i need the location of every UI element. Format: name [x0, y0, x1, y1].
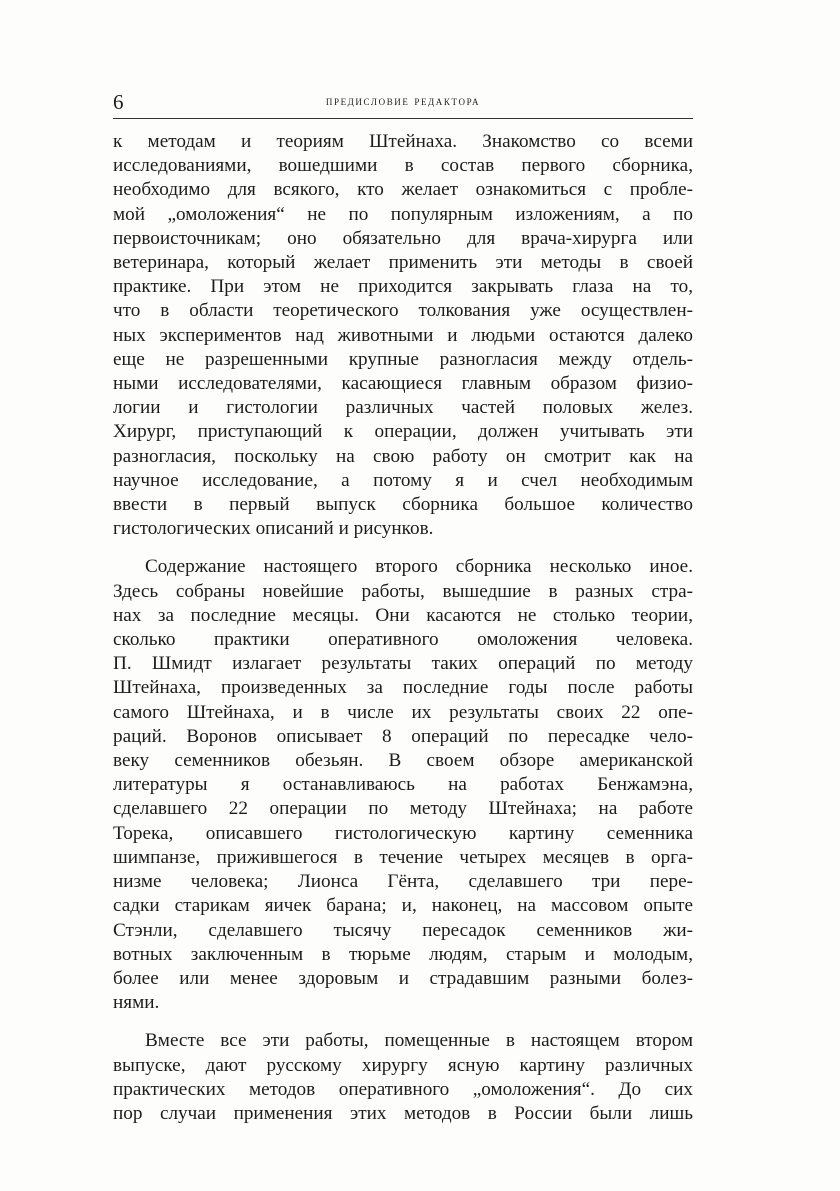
text-line: исследованиями, вошедшими в состав первого сборника,: [113, 155, 693, 177]
text-line: более или менее здоровым и страдавшим разными болез-: [113, 967, 693, 989]
paragraph-continuation: [113, 130, 693, 541]
text-line: нах за последние месяцы. Они касаются не столько теории,: [113, 604, 693, 626]
text-line: практических методов оперативного „омоложения“. До сих: [113, 1078, 693, 1100]
text-line: практике. При этом не приходится закрывать глаза на то,: [113, 276, 693, 298]
text-line: ветеринара, который желает применить эти методы в своей: [113, 252, 693, 274]
text-line: Хирург, приступающий к операции, должен учитывать эти: [113, 421, 693, 443]
paragraph-second-collection: [113, 555, 693, 1015]
text-line: литературы я останавливаюсь на работах Бенжамэна,: [113, 774, 693, 796]
text-line: мой „омоложения“ не по популярным изложениям, а по: [113, 203, 693, 225]
text-line: необходимо для всякого, кто желает ознакомиться с пробле-: [113, 179, 693, 201]
paragraph-summary: [113, 1029, 693, 1126]
text-line: еще не разрешенными крупные разногласия между отдель-: [113, 348, 693, 370]
text-line: садки старикам яичек барана; и, наконец, на массовом опыте: [113, 895, 693, 917]
text-line: к методам и теориям Штейнаха. Знакомство со всеми: [113, 131, 693, 152]
page-header: [113, 90, 693, 119]
text-line: П. Шмидт излагает результаты таких операций по методу: [113, 653, 693, 675]
text-line: пор случаи применения этих методов в России были лишь: [113, 1102, 693, 1124]
text-line: сделавшего 22 операции по методу Штейнаха; на работе: [113, 798, 693, 820]
text-line: ных экспериментов над животными и людьми остаются далеко: [113, 324, 693, 346]
page-number: 6: [113, 90, 124, 114]
text-line: вотных заключенным в тюрьме людям, старым и молодым,: [113, 943, 693, 965]
text-line: логии и гистологии различных частей половых желез.: [113, 397, 693, 419]
text-line: самого Штейнаха, и в числе их результаты своих 22 опе-: [113, 701, 693, 723]
text-line: нями.: [113, 992, 160, 1014]
text-line: научное исследование, а потому я и счел необходимым: [113, 469, 693, 491]
text-line: первоисточникам; оно обязательно для врача-хирурга или: [113, 227, 693, 249]
text-line: ными исследователями, касающиеся главным образом физио-: [113, 373, 693, 395]
text-line: Содержание настоящего второго сборника несколько иное.: [145, 556, 693, 578]
text-line: разногласия, поскольку на свою работу он смотрит как на: [113, 445, 693, 467]
text-line: выпуске, дают русскому хирургу ясную картину различных: [113, 1054, 693, 1076]
text-line: Вместе все эти работы, помещенные в настоящем втором: [145, 1030, 693, 1052]
text-line: раций. Воронов описывает 8 операций по пересадке чело-: [113, 725, 693, 747]
text-line: Торека, описавшего гистологическую картину семенника: [113, 822, 693, 844]
text-line: Здесь собраны новейшие работы, вышедшие в разных стра-: [113, 580, 693, 602]
text-line: Штейнаха, произведенных за последние годы после работы: [113, 677, 693, 699]
text-line: Стэнли, сделавшего тысячу пересадок семенников жи-: [113, 919, 693, 941]
text-line: сколько практики оперативного омоложения человека.: [113, 629, 693, 651]
text-line: ввести в первый выпуск сборника большое количество: [113, 494, 693, 516]
running-title: предисловие редактора: [325, 93, 481, 108]
text-line: шимпанзе, прижившегося в течение четырех месяцев в орга-: [113, 846, 693, 868]
page-body: [113, 130, 693, 1140]
text-line: веку семенников обезьян. В своем обзоре американской: [113, 750, 693, 772]
text-line: низме человека; Лионса Гёнта, сделавшего три пере-: [113, 871, 693, 893]
text-line: что в области теоретического толкования уже осуществлен-: [113, 300, 693, 322]
text-line: гистологических описаний и рисунков.: [113, 518, 434, 540]
